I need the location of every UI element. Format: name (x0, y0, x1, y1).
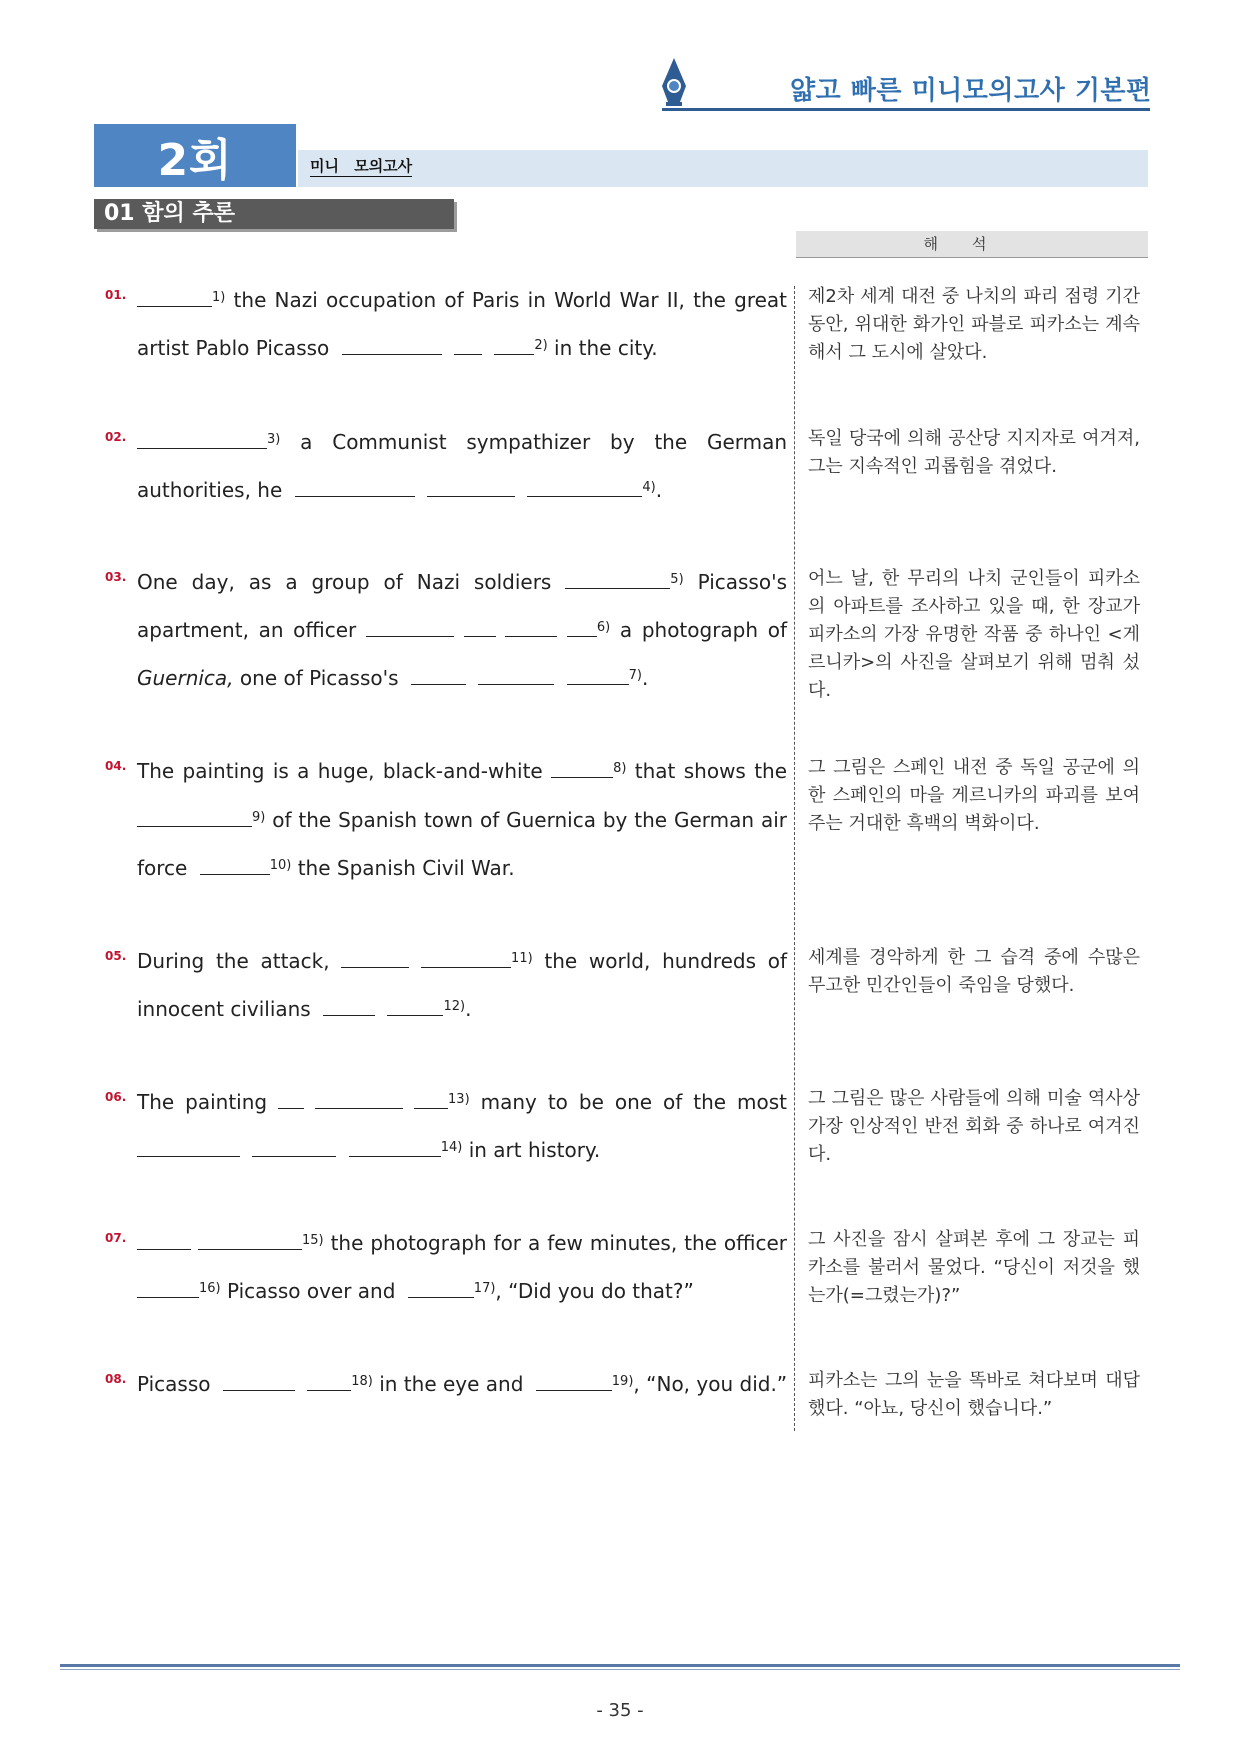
answer-blank[interactable] (565, 570, 670, 589)
question-line: $^{1)}$ the Nazi occupation of Paris in World War II, the great (137, 288, 787, 312)
answer-blank[interactable] (137, 808, 252, 827)
header-divider (662, 108, 1150, 111)
answer-blank[interactable] (536, 1372, 612, 1391)
answer-blank[interactable] (315, 1090, 403, 1109)
translation: 어느 날, 한 무리의 나치 군인들이 피카소의 아파트를 조사하고 있을 때, 한 장교가 피카소의 가장 유명한 작품 중 하나인 <게르니카>의 사진을 살펴보기 위해 멈춰 섰다. (808, 568, 1140, 701)
answer-blank[interactable] (387, 997, 443, 1016)
question-line: artist Pablo Picasso $^{2)}$ in the city. (137, 336, 658, 360)
page-number: - 35 - (596, 1700, 644, 1721)
answer-blank[interactable] (567, 666, 629, 685)
question-line: The painting $^{13)}$ many to be one of the most (137, 1090, 788, 1114)
answer-blank[interactable] (198, 1231, 302, 1250)
section-title: 01 함의 추론 (94, 199, 454, 229)
translation: 그 사진을 잠시 살펴본 후에 그 장교는 피카소를 불러서 물었다. “당신이 저것을 했는가(=그렸는가)?” (808, 1229, 1140, 1306)
translation: 제2차 세계 대전 중 나치의 파리 점령 기간 동안, 위대한 화가인 파블로 피카소는 계속해서 그 도시에 살았다. (808, 286, 1140, 363)
answer-blank[interactable] (427, 478, 515, 497)
round-strip (298, 150, 1148, 187)
footer-divider (60, 1664, 1180, 1667)
answer-blank[interactable] (505, 618, 557, 637)
question-line: $^{16)}$ Picasso over and $^{17)}$, “Did you do that?” (137, 1279, 787, 1303)
answer-blank[interactable] (278, 1090, 304, 1109)
answer-blank[interactable] (527, 478, 642, 497)
answer-blank[interactable] (464, 618, 496, 637)
footer-divider-thin (60, 1669, 1180, 1670)
pen-nib-globe-icon (660, 58, 688, 108)
answer-blank[interactable] (494, 336, 534, 355)
question-line: One day, as a group of Nazi soldiers $^{5)}$ Picasso's (137, 570, 788, 594)
question-number: 03. (105, 570, 127, 584)
answer-blank[interactable] (454, 336, 482, 355)
question-line: $^{3)}$ a Communist sympathizer by the German (137, 430, 787, 454)
question-number: 08. (105, 1372, 127, 1386)
answer-blank[interactable] (137, 288, 212, 307)
answer-blank[interactable] (252, 1138, 336, 1157)
answer-blank[interactable] (567, 618, 597, 637)
answer-blank[interactable] (551, 759, 613, 778)
answer-blank[interactable] (137, 1231, 191, 1250)
answer-blank[interactable] (366, 618, 454, 637)
question-line: force $^{10)}$ the Spanish Civil War. (137, 856, 515, 880)
translation: 그 그림은 많은 사람들에 의해 미술 역사상 가장 인상적인 반전 회화 중 하나로 여겨진다. (808, 1088, 1140, 1165)
answer-blank[interactable] (323, 997, 375, 1016)
answer-blank[interactable] (414, 1090, 448, 1109)
question-line: Guernica, one of Picasso's $^{7)}$. (137, 666, 649, 690)
translation: 독일 당국에 의해 공산당 지지자로 여겨져, 그는 지속적인 괴롭힘을 겪었다. (808, 428, 1140, 477)
brand-title: 얇고 빠른 미니모의고사 기본편 (790, 76, 1152, 106)
question-line: apartment, an officer $^{6)}$ a photograph of (137, 618, 787, 642)
answer-blank[interactable] (307, 1372, 351, 1391)
question-number: 04. (105, 759, 127, 773)
translation: 세계를 경악하게 한 그 습격 중에 수많은 무고한 민간인들이 죽임을 당했다. (808, 947, 1140, 996)
answer-blank[interactable] (137, 430, 267, 449)
question-line: $^{9)}$ of the Spanish town of Guernica by the German air (137, 808, 787, 832)
question-number: 06. (105, 1090, 127, 1104)
round-label: 2회 (94, 124, 296, 187)
answer-blank[interactable] (349, 1138, 441, 1157)
answer-blank[interactable] (411, 666, 466, 685)
question-number: 05. (105, 949, 127, 963)
question-line: authorities, he $^{4)}$. (137, 478, 663, 502)
question-line: innocent civilians $^{12)}$. (137, 997, 472, 1021)
column-divider (794, 286, 795, 1431)
question-number: 01. (105, 288, 127, 302)
translation: 피카소는 그의 눈을 똑바로 쳐다보며 대답했다. “아뇨, 당신이 했습니다.” (808, 1370, 1140, 1419)
answer-blank[interactable] (342, 336, 442, 355)
question-number: 02. (105, 430, 127, 444)
question-line: $^{14)}$ in art history. (137, 1138, 787, 1162)
answer-blank[interactable] (200, 856, 270, 875)
answer-blank[interactable] (341, 949, 409, 968)
answer-blank[interactable] (295, 478, 415, 497)
answer-blank[interactable] (137, 1138, 240, 1157)
round-subtitle: 미니 모의고사 (310, 157, 413, 175)
question-line: During the attack, $^{11)}$ the world, hundreds of (137, 949, 787, 973)
translation: 그 그림은 스페인 내전 중 독일 공군에 의한 스페인의 마을 게르니카의 파괴를 보여주는 거대한 흑백의 벽화이다. (808, 757, 1140, 834)
answer-blank[interactable] (137, 1279, 199, 1298)
answer-blank[interactable] (478, 666, 554, 685)
answer-blank[interactable] (421, 949, 511, 968)
answer-blank[interactable] (408, 1279, 474, 1298)
question-line: $^{15)}$ the photograph for a few minutes, the officer (137, 1231, 787, 1255)
question-line: The painting is a huge, black-and-white $^{8)}$ that shows the (137, 759, 788, 783)
answer-blank[interactable] (223, 1372, 295, 1391)
translation-header: 해석 (796, 231, 1148, 258)
question-line: Picasso $^{18)}$ in the eye and $^{19)}$, “No, you did.” (137, 1372, 788, 1396)
question-number: 07. (105, 1231, 127, 1245)
